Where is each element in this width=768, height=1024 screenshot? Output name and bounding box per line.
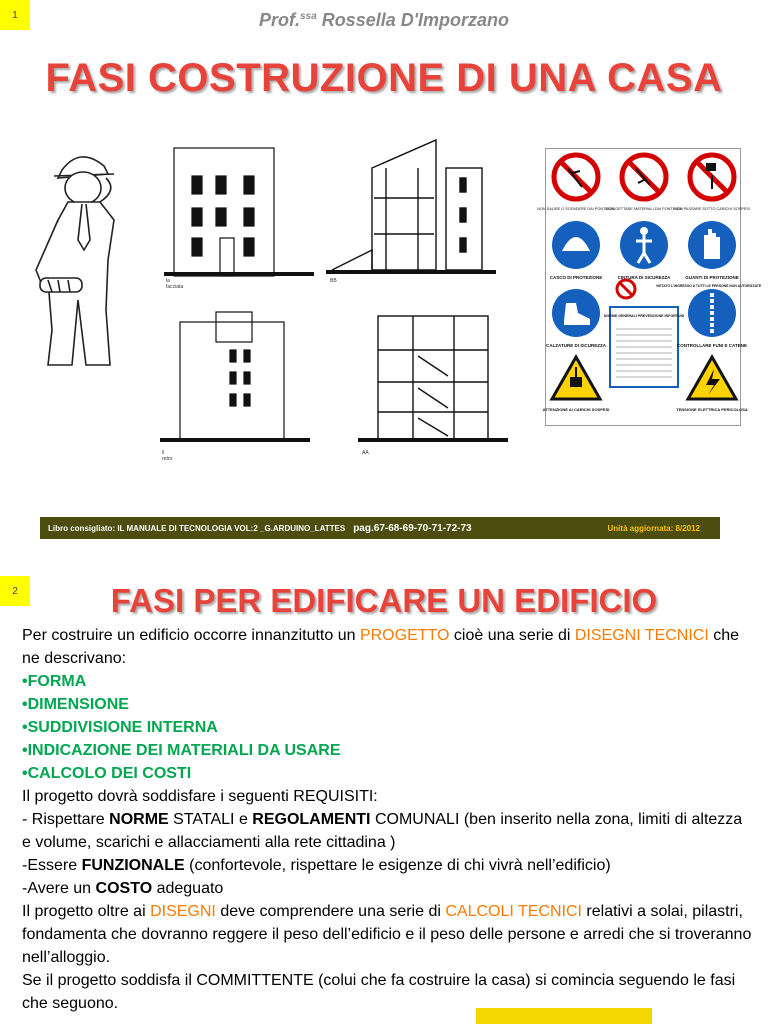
suspended-load-warning-icon bbox=[552, 357, 600, 399]
sign-text-5: CINTURA DI SICUREZZA bbox=[617, 275, 671, 280]
bullet-item: •CALCOLO DEI COSTI bbox=[22, 765, 192, 782]
client-paragraph: Se il progetto soddisfa il COMMITTENTE (colui che fa costruire la casa) si comincia seguendo le fasi che seguono. bbox=[22, 972, 736, 1012]
section-aa-drawing bbox=[358, 310, 508, 450]
safety-harness-icon bbox=[620, 221, 668, 269]
sign-text-2: NON GETTARE MATERIALI DAI PONTEGGI bbox=[605, 207, 683, 211]
chains-icon bbox=[688, 289, 736, 337]
bullet-item: •SUDDIVISIONE INTERNA bbox=[22, 719, 218, 736]
helmet-icon bbox=[552, 221, 600, 269]
intro-paragraph: Per costruire un edificio occorre innanzitutto un PROGETTO cioè una serie di DISEGNI TECNICI che ne descrivano: bbox=[22, 627, 740, 667]
footer-bar bbox=[40, 517, 720, 539]
sign-text-8: VIETATO L'INGRESSO A TUTTI LE PERSONE NON AUTORIZZATE bbox=[656, 284, 762, 288]
sign-text-4: CASCO DI PROTEZIONE bbox=[549, 275, 603, 280]
author-line: Prof.$^{ssa}$ Rossella D'Imporzano bbox=[258, 10, 510, 30]
gloves-icon bbox=[688, 221, 736, 269]
sign-text-3: NON PASSARE SOTTO CARICHI SOSPESI bbox=[674, 207, 750, 211]
slide-separator bbox=[0, 552, 768, 560]
bullet-item: •DIMENSIONE bbox=[22, 696, 129, 713]
no-entry-icon bbox=[617, 280, 635, 298]
no-climbing-icon bbox=[554, 155, 598, 199]
drawing-caption: AA bbox=[362, 450, 369, 456]
slide-title: FASI COSTRUZIONE DI UNA CASA bbox=[45, 56, 723, 100]
slide-2 bbox=[0, 560, 768, 1024]
update-date: Unità aggiornata: 8/2012 bbox=[607, 523, 700, 533]
calculations-paragraph: Il progetto oltre ai DISEGNI deve comprendere una serie di CALCOLI TECNICI relativi a solai, pilastri, fondamenta che dovranno reggere il peso dell’edificio e il peso delle persone e arredi che si troveranno nell’alloggio. bbox=[22, 903, 752, 966]
section-bb-drawing bbox=[326, 138, 496, 288]
sign-text-11: ATTENZIONE AI CARICHI SOSPESI bbox=[542, 407, 610, 412]
sign-text-6: GUANTI DI PROTEZIONE bbox=[685, 275, 739, 280]
drawing-caption: il retro bbox=[162, 450, 173, 462]
electric-hazard-warning-icon bbox=[688, 357, 736, 399]
slide-body bbox=[22, 624, 752, 1015]
worker-illustration bbox=[28, 140, 132, 370]
drawing-caption: la facciata bbox=[166, 278, 184, 290]
requirement-cost: -Avere un COSTO adeguato bbox=[22, 880, 224, 897]
sign-text-1: NON SALIRE O SCENDERE DAI PONTEGGI bbox=[537, 207, 615, 211]
requirement-norms: - Rispettare NORME STATALI e REGOLAMENTI COMUNALI (ben inserito nella zona, limiti di altezza e volume, scarichi e allacciamenti alla rete cittadina ) bbox=[22, 811, 743, 851]
recommended-book: Libro consigliato: IL MANUALE DI TECNOLOGIA VOL:2 _G.ARDUINO_LATTES bbox=[48, 523, 346, 533]
sign-text-10: NORME GENERALI PREVENZIONE INFORTUNI bbox=[603, 314, 685, 318]
safety-signs-board bbox=[537, 148, 762, 426]
sign-text-7: CALZATURE DI SICUREZZA bbox=[546, 343, 606, 348]
requirements-heading: Il progetto dovrà soddisfare i seguenti REQUISITI: bbox=[22, 788, 378, 805]
bullet-item: •FORMA bbox=[22, 673, 87, 690]
bullet-item: •INDICAZIONE DEI MATERIALI DA USARE bbox=[22, 742, 341, 759]
facade-drawing bbox=[164, 138, 314, 288]
drawing-caption: BB bbox=[330, 278, 337, 284]
requirement-functional: -Essere FUNZIONALE (confortevole, rispettare le esigenze di chi vivrà nell’edificio) bbox=[22, 857, 611, 874]
no-throwing-icon bbox=[622, 155, 666, 199]
no-passing-under-loads-icon bbox=[690, 155, 734, 199]
slide-number-badge: 1 bbox=[0, 0, 30, 30]
slide-title: FASI PER EDIFICARE UN EDIFICIO bbox=[110, 582, 658, 619]
rear-drawing bbox=[160, 310, 310, 450]
safety-boots-icon bbox=[552, 289, 600, 337]
partial-image bbox=[476, 1008, 652, 1024]
page-references: pag.67-68-69-70-71-72-73 bbox=[353, 522, 472, 534]
slide-number-badge: 2 bbox=[0, 576, 30, 606]
sign-text-9: CONTROLLARE FUNI E CATENE bbox=[677, 343, 747, 348]
sign-text-12: TENSIONE ELETTRICA PERICOLOSA bbox=[676, 407, 748, 412]
